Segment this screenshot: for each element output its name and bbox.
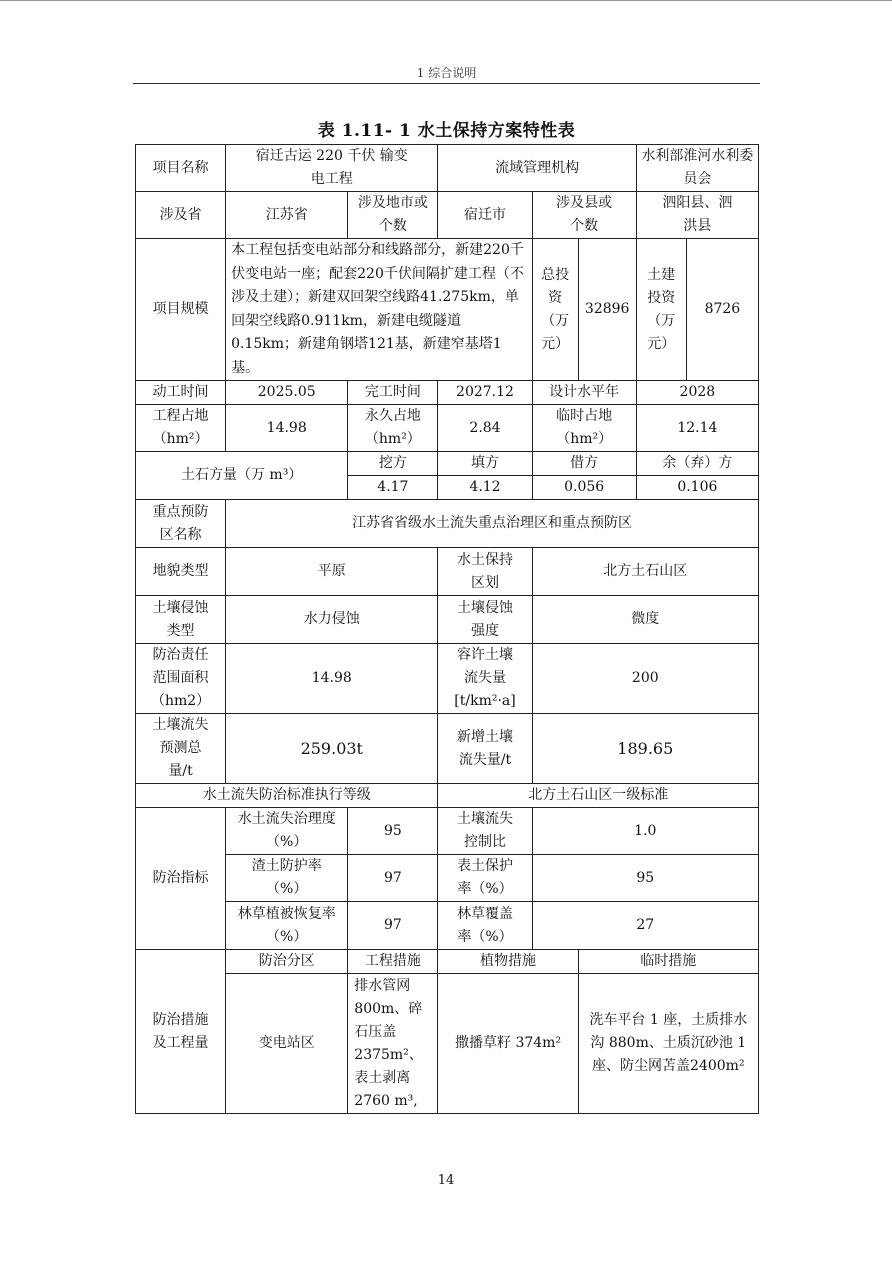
cell-value: 2027.12: [438, 381, 532, 405]
cell-label: 林草植被恢复率（%）: [226, 902, 348, 950]
cell-value: 200: [532, 644, 758, 714]
header-rule: [133, 83, 760, 84]
cell-label: 林草覆盖率（%）: [438, 902, 532, 950]
cell-value: 189.65: [532, 714, 758, 784]
unit-text: （hm²）: [152, 431, 209, 447]
cell-label: 项目规模: [136, 239, 226, 381]
row-project-name: [136, 145, 759, 192]
unit-text: （hm²）: [364, 431, 421, 447]
cell-value: 北方土石山区一级标准: [438, 784, 759, 808]
cell-label: 地貌类型: [136, 548, 226, 596]
cell-value: 95: [532, 855, 758, 902]
cell-value: 北方土石山区: [532, 548, 758, 596]
row-land-occupation: [136, 405, 759, 452]
cell-value: 水利部淮河水利委员会: [636, 145, 758, 192]
cell-label: 挖方: [348, 452, 438, 476]
cell-value: 97: [348, 855, 438, 902]
row-indicator-2: [136, 855, 759, 902]
cell-label: 总投资（万元）: [532, 239, 578, 381]
cell-label: 流域管理机构: [438, 145, 636, 192]
cell-value: 4.12: [438, 476, 532, 500]
cell-label: 动工时间: [136, 381, 226, 405]
cell-value: 1.0: [532, 808, 758, 855]
table-title: 表 1.11- 1 水土保持方案特性表: [317, 121, 576, 141]
cell-label: 余（弃）方: [636, 452, 758, 476]
unit-text: [t/km²·a]: [454, 693, 516, 709]
row-measures-header: [136, 950, 759, 974]
cell-value: 2028: [636, 381, 758, 405]
cell-value: 江苏省省级水土流失重点治理区和重点预防区: [226, 500, 759, 548]
row-indicator-1: [136, 808, 759, 855]
cell-label: 土壤侵蚀强度: [438, 596, 532, 644]
cell-label: 填方: [438, 452, 532, 476]
cell-value: 洗车平台 1 座，土质排水沟 880m、土质沉砂池 1 座、防尘网苫盖2400m²: [578, 974, 758, 1114]
cell-value: 水力侵蚀: [226, 596, 438, 644]
cell-value: 2.84: [438, 405, 532, 452]
cell-label: [438, 644, 532, 714]
row-measures-substation: [136, 974, 759, 1114]
cell-label: 工程措施: [348, 950, 438, 974]
row-earthwork-header: [136, 452, 759, 476]
row-loss-prediction: [136, 714, 759, 784]
cell-label: 涉及地市或个数: [348, 192, 438, 239]
running-header: 1 综合说明: [416, 66, 477, 80]
soil-conservation-feature-table: [135, 144, 759, 1114]
label-text: 工程占地: [152, 408, 209, 424]
cell-label: [348, 405, 438, 452]
row-key-zone: [136, 500, 759, 548]
cell-label: 防治指标: [136, 808, 226, 950]
cell-label: 涉及县或个数: [532, 192, 636, 239]
row-schedule: [136, 381, 759, 405]
cell-value: 宿迁古运 220 千伏 输变电工程: [226, 145, 438, 192]
cell-value: 27: [532, 902, 758, 950]
cell-label: 临时措施: [578, 950, 758, 974]
cell-label: 水土保持区划: [438, 548, 532, 596]
cell-value: 259.03t: [226, 714, 438, 784]
cell-label: 水土流失治理度（%）: [226, 808, 348, 855]
cell-value: 变电站区: [226, 974, 348, 1114]
cell-value: 平原: [226, 548, 438, 596]
row-erosion: [136, 596, 759, 644]
cell-value: 97: [348, 902, 438, 950]
cell-label: 重点预防区名称: [136, 500, 226, 548]
cell-value: 本工程包括变电站部分和线路部分，新建220千伏变电站一座；配套220千伏间隔扩建工程（不涉及土建）；新建双回架空线路41.275km，单回架空线路0.911km，新建电缆隧道0.15km；新建角钢塔121基，新建窄基塔1基。: [226, 239, 532, 381]
cell-value: 12.14: [636, 405, 758, 452]
label-text: 临时占地: [556, 408, 613, 424]
cell-label: 项目名称: [136, 145, 226, 192]
row-standard-level: [136, 784, 759, 808]
row-landform: [136, 548, 759, 596]
row-responsibility-area: [136, 644, 759, 714]
page-number: 14: [437, 1173, 455, 1188]
label-text: 永久占地: [364, 408, 421, 424]
cell-value: 2025.05: [226, 381, 348, 405]
row-indicator-3: [136, 902, 759, 950]
cell-label: 防治分区: [226, 950, 348, 974]
cell-label: 新增土壤流失量/t: [438, 714, 532, 784]
cell-label: [532, 405, 636, 452]
cell-label: 借方: [532, 452, 636, 476]
cell-value: 8726: [686, 239, 758, 381]
cell-value: 泗阳县、泗洪县: [636, 192, 758, 239]
cell-value: 0.106: [636, 476, 758, 500]
cell-label: [136, 405, 226, 452]
row-project-scale: [136, 239, 759, 381]
cell-label: 植物措施: [438, 950, 578, 974]
page-top-rule: [0, 0, 892, 1]
cell-value: 宿迁市: [438, 192, 532, 239]
cell-value: 撒播草籽 374m²: [438, 974, 578, 1114]
cell-label: 涉及省: [136, 192, 226, 239]
cell-value: 95: [348, 808, 438, 855]
cell-value: 4.17: [348, 476, 438, 500]
cell-value: 32896: [578, 239, 636, 381]
cell-value: 排水管网800m、碎石压盖2375m²、表土剥离2760 m³,: [348, 974, 438, 1114]
cell-label: 土建投资（万元）: [636, 239, 686, 381]
cell-value: 0.056: [532, 476, 636, 500]
cell-label: 表土保护率（%）: [438, 855, 532, 902]
cell-label: 防治措施及工程量: [136, 950, 226, 1114]
cell-label: 土壤侵蚀类型: [136, 596, 226, 644]
cell-label: 渣土防护率（%）: [226, 855, 348, 902]
cell-label: 水土流失防治标准执行等级: [136, 784, 438, 808]
cell-label: 土壤流失控制比: [438, 808, 532, 855]
cell-label: 土石方量（万 m³）: [136, 452, 348, 500]
row-involved-regions: [136, 192, 759, 239]
label-text: 容许土壤流失量: [457, 647, 513, 686]
cell-label: 土壤流失预测总量/t: [136, 714, 226, 784]
cell-label: 防治责任范围面积（hm2）: [136, 644, 226, 714]
cell-label: 完工时间: [348, 381, 438, 405]
cell-value: 江苏省: [226, 192, 348, 239]
cell-value: 微度: [532, 596, 758, 644]
cell-label: 设计水平年: [532, 381, 636, 405]
cell-value: 14.98: [226, 405, 348, 452]
unit-text: （hm²）: [556, 431, 613, 447]
cell-value: 14.98: [226, 644, 438, 714]
